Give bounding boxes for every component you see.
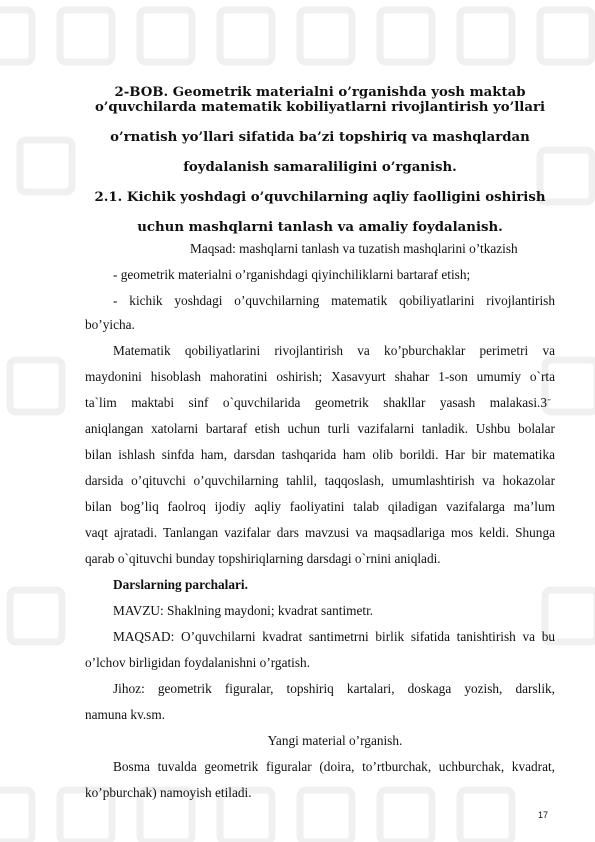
- paragraph-line: vaqt ajratadi. Tanlangan vazifalar dars mavzusi va maqsadlariga mos keldi. Shunga: [85, 525, 555, 540]
- paragraph-line: bilan ishlash sinfda ham, darsdan tashqarida ham olib borildi. Har bir matematika: [85, 447, 555, 462]
- list-item-continuation: bo’yicha.: [85, 317, 135, 332]
- paragraph-line: aniqlangan xatolarni bartaraf etish uchun turli vazifalarni tanladik. Ushbu bolalar: [85, 421, 555, 436]
- equipment-line: namuna kv.sm.: [85, 707, 166, 722]
- paragraph-line: ta`lim maktabi sinf o`quvchilarida geometrik shakllar yasash malakasi.3: [85, 395, 547, 410]
- paragraph-line: ko’pburchak) namoyish etiladi.: [85, 785, 252, 800]
- paragraph-line: qarab o`qituvchi bunday topshiriqlarning darsdagi o`rnini aniqladi.: [85, 551, 441, 566]
- list-item: - kichik yoshdagi o’quvchilarning matematik qobiliyatlarini rivojlantirish: [113, 293, 555, 308]
- paragraph-line: maydonini hisoblash mahoratini oshirish; Xasavyurt shahar 1-son umumiy o`rta: [85, 369, 555, 384]
- list-item: - geometrik materialni o’rganishdagi qiyinchiliklarni bartaraf etish;: [113, 267, 471, 282]
- objective-line: MAQSAD: O’quvchilarni kvadrat santimetrni birlik sifatida tanishtirish va bu: [113, 629, 555, 644]
- new-material-heading: Yangi material o’rganish.: [267, 733, 403, 748]
- paragraph-line: Bosma tuvalda geometrik figuralar (doira, to’rtburchak, uchburchak, kvadrat,: [113, 759, 555, 774]
- page-number: 17: [538, 810, 549, 820]
- chapter-heading-line: o’quvchilarda matematik kobiliyatlarni rivojlantirish yo’llari: [94, 100, 546, 115]
- chapter-heading-line: 2-BOB. Geometrik materialni o’rganishda yosh maktab: [114, 85, 526, 100]
- goal-text: Maqsad: mashqlarni tanlash va tuzatish mashqlarini o’tkazish: [190, 241, 518, 256]
- equipment-line: Jihoz: geometrik figuralar, topshiriq kartalari, doskaga yozish, darslik,: [113, 681, 555, 696]
- paragraph-line-with-footnote: [85, 394, 551, 411]
- chapter-heading-line: o’rnatish yo’llari sifatida ba’zi topshiriq va mashqlardan: [110, 130, 530, 145]
- lesson-parts-title: Darslarning parchalari.: [113, 577, 248, 592]
- chapter-heading-line: foydalanish samaraliligini o’rganish.: [183, 160, 457, 175]
- paragraph-line: darsida o’qituvchi o’quvchilarning tahlil, taqqoslash, umumlashtirish va hokazolar: [85, 473, 555, 488]
- section-heading-line: 2.1. Kichik yoshdagi o’quvchilarning aqliy faolligini oshirish: [94, 190, 546, 205]
- section-heading-line: uchun mashqlarni tanlash va amaliy foydalanish.: [137, 220, 503, 235]
- paragraph-line: Matematik qobiliyatlarini rivojlantirish va ko’pburchaklar perimetri va: [113, 343, 555, 358]
- objective-line: o’lchov birligidan foydalanishni o’rgatish.: [85, 655, 311, 670]
- topic-line: MAVZU: Shaklning maydoni; kvadrat santimetr.: [113, 603, 374, 618]
- paragraph-line: bilan bog’liq faolroq ijodiy aqliy faoliyatini talab qiladigan vazifalarga ma’lum: [85, 499, 555, 514]
- footnote-mark: ’’: [547, 398, 552, 406]
